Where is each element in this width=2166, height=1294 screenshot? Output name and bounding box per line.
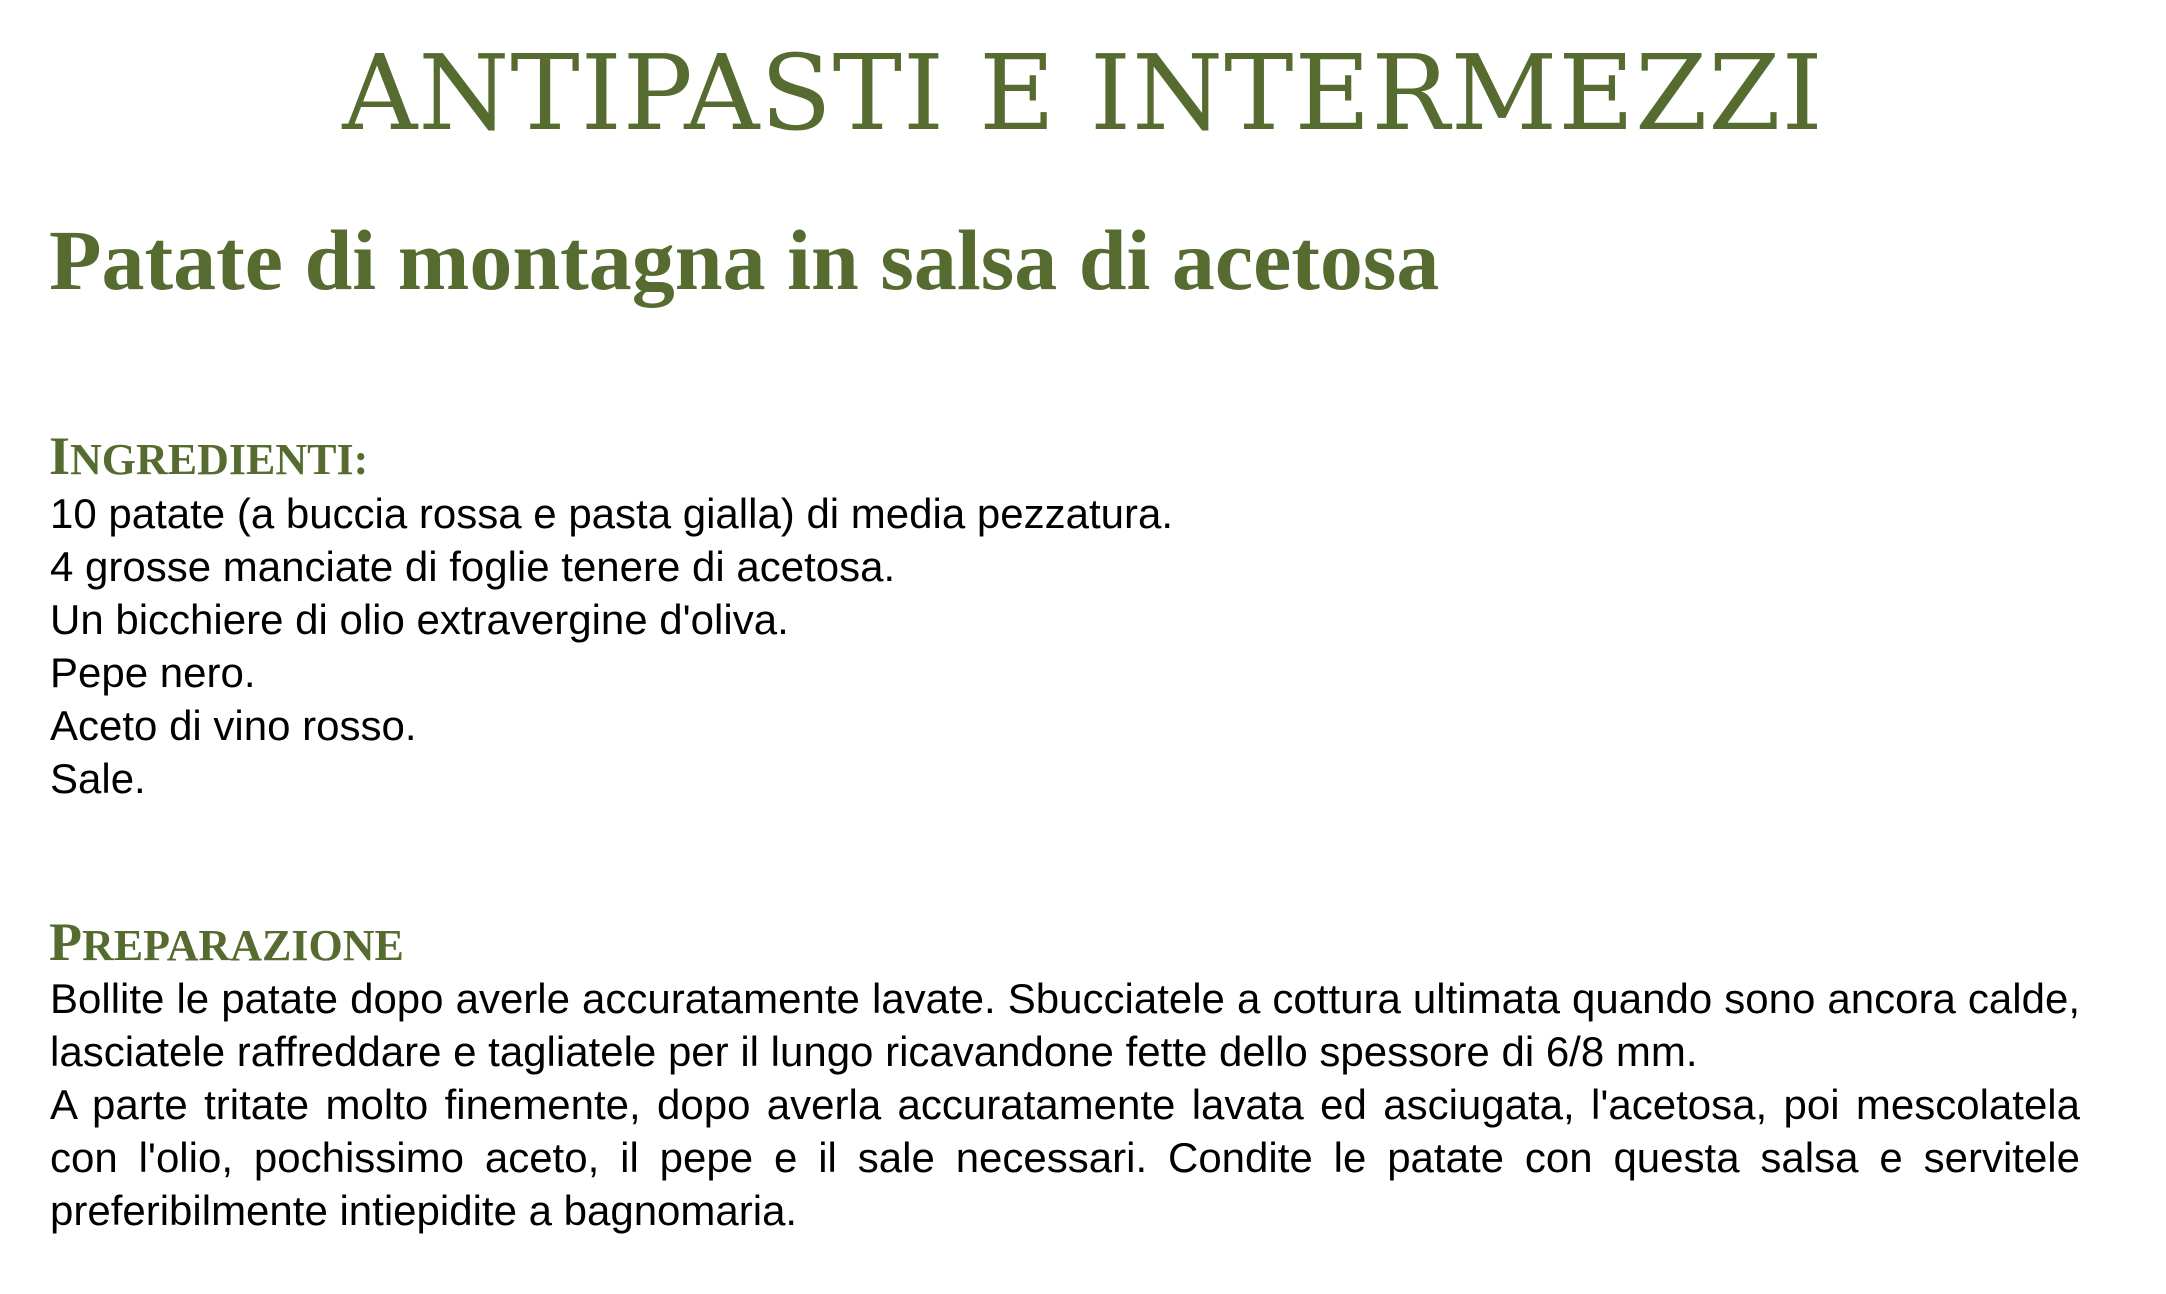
preparation-paragraph: A parte tritate molto finemente, dopo averla accuratamente lavata ed asciugata, l'acetosa, poi mescolatela con l'olio, pochissimo aceto, il pepe e il sale necessari. Condite le patate con questa salsa e servitele preferibilmente intiepidite a bagnomaria. — [50, 1081, 2080, 1234]
preparation-heading-initial: P — [49, 912, 82, 972]
ingredient-item: Pepe nero. — [50, 649, 256, 696]
preparation-text — [50, 972, 2080, 1237]
ingredient-item: Aceto di vino rosso. — [50, 702, 417, 749]
preparation-paragraph: Bollite le patate dopo averle accuratamente lavate. Sbucciatele a cottura ultimata quando sono ancora calde, lasciatele raffreddare e tagliatele per il lungo ricavandone fette dello spessore di 6/8 mm. — [50, 975, 2080, 1075]
section-title: ANTIPASTI E INTERMEZZI — [342, 32, 1824, 154]
preparation-heading-rest: REPARAZIONE — [82, 921, 404, 970]
ingredient-item: Sale. — [50, 755, 146, 802]
ingredient-item: Un bicchiere di olio extravergine d'oliva. — [50, 596, 789, 643]
recipe-title: Patate di montagna in salsa di acetosa — [49, 212, 1440, 308]
ingredient-item: 4 grosse manciate di foglie tenere di acetosa. — [50, 543, 896, 590]
ingredients-heading — [49, 426, 368, 490]
ingredients-heading-rest: NGREDIENTI: — [70, 435, 369, 484]
preparation-heading — [49, 912, 404, 976]
ingredients-list — [50, 487, 1173, 805]
ingredients-heading-initial: I — [49, 426, 71, 486]
ingredient-item: 10 patate (a buccia rossa e pasta gialla) di media pezzatura. — [50, 490, 1173, 537]
